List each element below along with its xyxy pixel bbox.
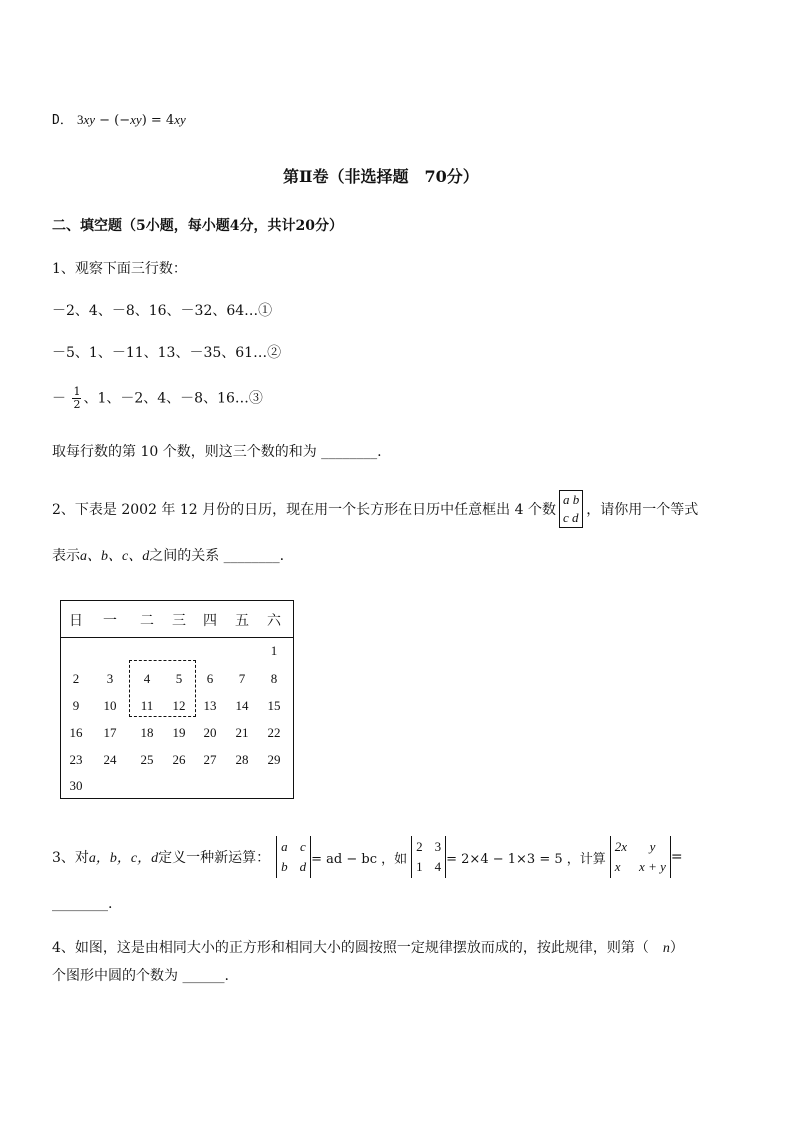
q3-eq2: = 2×4 − 1×3 = 5 ，计算 xyxy=(446,851,606,867)
q4-line1 xyxy=(52,937,684,957)
calendar-day: 18 xyxy=(140,725,154,740)
det-cell: x xyxy=(614,859,621,874)
det-cell: c xyxy=(300,839,306,854)
q2-vars: a、b、c、d xyxy=(80,549,150,564)
det-cell: 4 xyxy=(434,859,442,874)
calendar-day: 21 xyxy=(235,725,249,740)
calendar-day: 22 xyxy=(267,725,281,740)
q2-line2 xyxy=(52,545,284,565)
q1-row3 xyxy=(52,386,263,411)
calendar-day: 17 xyxy=(103,725,117,740)
q3-det-def xyxy=(276,836,311,878)
q3-blank: ________. xyxy=(52,896,113,912)
calendar-day: 28 xyxy=(235,752,249,767)
option-d-eq: = 4 xyxy=(146,113,175,128)
calendar-day: 12 xyxy=(172,698,186,713)
det-cell: 2x xyxy=(614,839,628,854)
q2-box-bottom: c d xyxy=(562,510,579,525)
q1-row3-fraction xyxy=(72,386,81,411)
calendar-day: 19 xyxy=(172,725,186,740)
q4-line2: 个图形中圆的个数为 ______. xyxy=(52,968,229,984)
q2-box-top: a b xyxy=(562,492,580,507)
calendar-day: 11 xyxy=(140,698,154,713)
q4-close: ） xyxy=(669,940,684,956)
calendar-day: 14 xyxy=(235,698,249,713)
q2-line2-tail: 之间的关系 ________. xyxy=(149,548,285,564)
option-d-var-3: xy xyxy=(174,112,186,127)
calendar-day: 6 xyxy=(206,671,214,686)
q2-line1-tail: ，请你用一个等式 xyxy=(586,502,699,518)
q1-question: 取每行数的第 10 个数，则这三个数的和为 ________. xyxy=(52,444,382,460)
q4-line1-text: 4、如图，这是由相同大小的正方形和相同大小的圆按照一定规律摆放而成的，按此规律，则第（ xyxy=(52,940,663,956)
q1-row2: －5、1、－11、13、－35、61…② xyxy=(52,345,282,361)
calendar-day: 26 xyxy=(172,752,186,767)
det-cell: a xyxy=(281,839,288,854)
fraction-denominator: 2 xyxy=(73,398,81,411)
option-d-var-1: xy xyxy=(83,112,96,127)
option-d-minus: − (− xyxy=(95,113,131,128)
calendar-day: 8 xyxy=(270,671,278,686)
q3-det-example xyxy=(411,836,446,878)
option-d xyxy=(52,109,186,128)
calendar-day: 3 xyxy=(106,671,114,686)
q1-row1: －2、4、－8、16、－32、64…① xyxy=(52,303,273,319)
calendar-header-wed: 三 xyxy=(172,613,186,629)
calendar-selection-box xyxy=(129,660,196,717)
calendar-header-sat: 六 xyxy=(267,613,281,629)
calendar-day: 13 xyxy=(203,698,217,713)
calendar-day: 30 xyxy=(69,778,83,793)
q2-abcd-box xyxy=(559,490,583,528)
calendar-header-mon: 一 xyxy=(103,613,117,629)
calendar-day: 15 xyxy=(267,698,281,713)
option-d-paren: ) xyxy=(141,113,147,128)
q3-line xyxy=(52,836,683,878)
det-cell: d xyxy=(299,859,307,874)
calendar-day: 16 xyxy=(69,725,83,740)
calendar-day: 9 xyxy=(72,698,80,713)
option-d-expr-1: 3 xyxy=(76,112,84,127)
q2-line1-text: 2、下表是 2002 年 12 月份的日历，现在用一个长方形在日历中任意框出 4 个数 xyxy=(52,502,556,518)
part-title: 二、填空题（5小题，每小题4分，共计20分） xyxy=(52,218,343,234)
calendar-header-divider xyxy=(61,637,293,638)
q2-line1 xyxy=(52,490,698,528)
option-d-var-2: xy xyxy=(130,112,142,127)
calendar-day: 24 xyxy=(103,752,117,767)
option-d-label: D． xyxy=(52,113,73,128)
calendar-day: 1 xyxy=(270,643,278,658)
q3-eq3: = xyxy=(670,849,683,865)
calendar-day: 4 xyxy=(143,671,151,686)
calendar-day: 27 xyxy=(203,752,217,767)
q3-def: 定义一种新运算： xyxy=(158,850,271,866)
q3-det-compute xyxy=(610,836,671,878)
q3-vars: a，b，c，d xyxy=(88,851,159,866)
q3-eq1: = ad − bc ，如 xyxy=(311,851,408,867)
calendar-day: 25 xyxy=(140,752,154,767)
q2-line2-text: 表示 xyxy=(52,548,80,564)
section-title: 第Ⅱ卷（非选择题 70分） xyxy=(283,167,479,186)
calendar-day: 20 xyxy=(203,725,217,740)
calendar-header-fri: 五 xyxy=(235,613,249,629)
calendar-header-sun: 日 xyxy=(69,613,83,629)
fraction-numerator: 1 xyxy=(73,385,81,398)
det-cell: x + y xyxy=(639,859,666,874)
q1-stem: 1、观察下面三行数： xyxy=(52,261,187,277)
q1-row3-rest: 、1、－2、4、－8、16…③ xyxy=(83,390,263,407)
calendar-day: 10 xyxy=(103,698,117,713)
q3-prefix: 3、对 xyxy=(52,850,89,866)
det-cell: 1 xyxy=(416,859,423,874)
det-cell: 2 xyxy=(416,839,423,854)
q4-var: n xyxy=(662,941,670,956)
calendar-day: 5 xyxy=(175,671,183,686)
det-cell: y xyxy=(649,839,656,854)
calendar-day: 23 xyxy=(69,752,83,767)
det-cell: 3 xyxy=(434,839,442,854)
calendar-day: 2 xyxy=(72,671,80,686)
calendar-day: 29 xyxy=(267,752,281,767)
calendar-day: 7 xyxy=(238,671,246,686)
q1-row3-prefix: － xyxy=(52,390,66,407)
calendar-header-thu: 四 xyxy=(203,613,217,629)
calendar-header-tue: 二 xyxy=(140,613,154,629)
det-cell: b xyxy=(281,859,288,874)
